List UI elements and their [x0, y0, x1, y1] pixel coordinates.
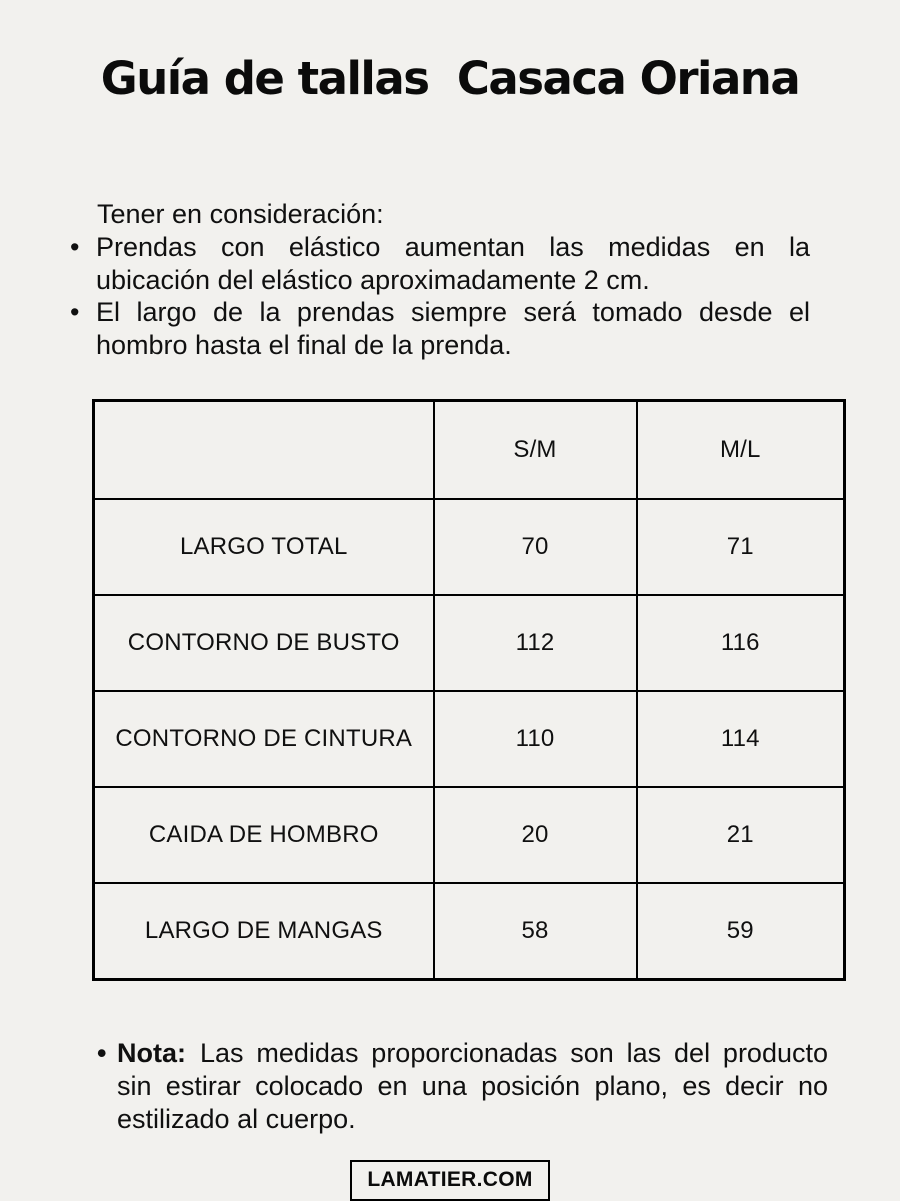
note-label: Nota: [117, 1038, 186, 1068]
considerations-intro: Tener en consideración: [97, 199, 384, 229]
page-title: Guía de tallas Casaca Oriana [100, 52, 800, 105]
measure-value-sm: 20 [434, 787, 637, 883]
footer [0, 1160, 900, 1201]
table-row [94, 787, 845, 883]
measure-value-ml: 59 [637, 883, 845, 980]
measure-value-ml: 21 [637, 787, 845, 883]
note-paragraph [117, 1037, 828, 1136]
table-row [94, 691, 845, 787]
measure-value-ml: 116 [637, 595, 845, 691]
size-table-header-measure [94, 401, 434, 500]
table-row [94, 595, 845, 691]
measure-value-ml: 71 [637, 499, 845, 595]
consideration-item: • El largo de la prendas siempre será tomado desde el hombro hasta el final de la prenda. [96, 296, 810, 361]
brand-badge: LAMATIER.COM [350, 1160, 549, 1201]
measure-label: LARGO DE MANGAS [94, 883, 434, 980]
measure-value-sm: 58 [434, 883, 637, 980]
measure-value-sm: 70 [434, 499, 637, 595]
considerations-list [0, 231, 900, 361]
table-row [94, 883, 845, 980]
measure-label: CAIDA DE HOMBRO [94, 787, 434, 883]
measure-label: CONTORNO DE BUSTO [94, 595, 434, 691]
size-table [92, 399, 846, 981]
consideration-item: • Prendas con elástico aumentan las medidas en la ubicación del elástico aproximadamente 2 cm. [96, 231, 810, 296]
considerations-section [0, 198, 900, 361]
table-row [94, 499, 845, 595]
measure-value-sm: 112 [434, 595, 637, 691]
measure-value-ml: 114 [637, 691, 845, 787]
size-table-header-ml: M/L [637, 401, 845, 500]
size-table-header-row [94, 401, 845, 500]
measure-value-sm: 110 [434, 691, 637, 787]
size-table-header-sm: S/M [434, 401, 637, 500]
measure-label: LARGO TOTAL [94, 499, 434, 595]
measure-label: CONTORNO DE CINTURA [94, 691, 434, 787]
note-text: Las medidas proporcionadas son las del producto sin estirar colocado en una posición plano, es decir no estilizado al cuerpo. [117, 1038, 828, 1134]
